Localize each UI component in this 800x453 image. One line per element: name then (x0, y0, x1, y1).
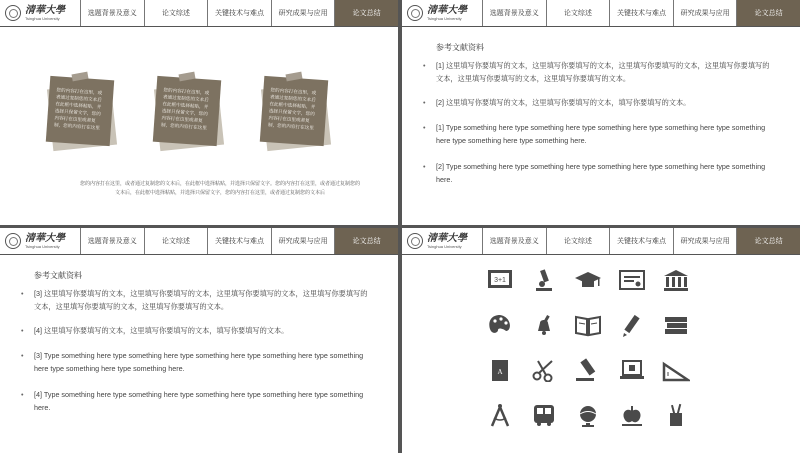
tab-key-tech[interactable]: 关键技术与难点 (609, 0, 673, 26)
book-stack-icon (662, 313, 690, 337)
ref-item: • [4] 这里填写你要填写的文本，这里填写你要填写的文本，填写你要填写的文本。 (34, 324, 374, 337)
ref-title: 参考文献资料 (436, 43, 484, 52)
tab-results[interactable]: 研究成果与应用 (673, 0, 737, 26)
tab-summary[interactable]: 论文总结 (736, 228, 800, 254)
nav-tabs (482, 0, 800, 26)
seal-icon (5, 5, 21, 21)
school-bus-icon (530, 403, 558, 427)
logo-cn: 清華大學 (25, 233, 65, 244)
logo (402, 0, 482, 26)
header (402, 228, 800, 255)
header (0, 228, 398, 255)
seal-icon (5, 233, 21, 249)
tab-review[interactable]: 论文综述 (546, 0, 610, 26)
set-square-icon (662, 358, 690, 382)
tab-background[interactable]: 选题背景及意义 (482, 0, 546, 26)
microscope-icon (530, 268, 558, 292)
seal-icon (407, 5, 423, 21)
slide-2 (402, 0, 800, 225)
tab-summary[interactable]: 论文总结 (334, 228, 398, 254)
ref-item: • [4] Type something here type something here type something here type something here type something here. (34, 388, 374, 414)
logo-cn: 清華大學 (25, 5, 65, 16)
tab-review[interactable]: 论文综述 (144, 0, 208, 26)
marker-icon (574, 358, 602, 382)
notebook-icon (486, 358, 514, 382)
globe-icon (574, 403, 602, 427)
nav-tabs (80, 0, 398, 26)
note-text: 您的内容打在这里，或者通过复制您的文本后在此框中选择粘贴，并选择只保留文字，您的内容打在这里或者复制，您的内容打在这里 (260, 76, 328, 146)
logo (0, 228, 80, 254)
note-text: 您的内容打在这里，或者通过复制您的文本后在此框中选择粘贴，并选择只保留文字，您的内容打在这里或者复制，您的内容打在这里 (153, 76, 221, 146)
seal-icon (407, 233, 423, 249)
sticky-note (48, 78, 114, 144)
note-text: 您的内容打在这里，或者通过复制您的文本后在此框中选择粘贴，并选择只保留文字，您的内容打在这里或者复制，您的内容打在这里 (46, 76, 114, 146)
certificate-icon (618, 268, 646, 292)
tab-key-tech[interactable]: 关键技术与难点 (207, 228, 271, 254)
logo-en: Tsinghua University (427, 16, 462, 21)
ref-item: • [1] Type something here type something here type something here type something here type something here type something here type something here. (436, 121, 776, 147)
svg-text:A: A (497, 368, 503, 376)
ref-item: • [1] 这里填写你要填写的文本，这里填写你要填写的文本，这里填写你要填写的文本，这里填写你要填写的文本，这里填写你要填写的文本，这里填写你要填写的文本。 (436, 59, 776, 85)
scissors-icon (530, 358, 558, 382)
header (402, 0, 800, 27)
tab-results[interactable]: 研究成果与应用 (271, 0, 335, 26)
tab-background[interactable]: 选题背景及意义 (482, 228, 546, 254)
tab-key-tech[interactable]: 关键技术与难点 (609, 228, 673, 254)
slide-3 (0, 228, 398, 453)
ref-item: • [3] 这里填写你要填写的文本，这里填写你要填写的文本，这里填写你要填写的文本，这里填写你要填写的文本，这里填写你要填写的文本，这里填写你要填写的文本。 (34, 287, 374, 313)
open-book-icon (574, 313, 602, 337)
pencil-cup-icon (662, 403, 690, 427)
tab-results[interactable]: 研究成果与应用 (673, 228, 737, 254)
tab-background[interactable]: 选题背景及意义 (80, 0, 144, 26)
sticky-note (155, 78, 221, 144)
graduation-cap-icon (574, 268, 602, 292)
apple-icon (618, 403, 646, 427)
palette-icon (486, 313, 514, 337)
compass-icon (486, 403, 514, 427)
tab-summary[interactable]: 论文总结 (334, 0, 398, 26)
tab-background[interactable]: 选题背景及意义 (80, 228, 144, 254)
nav-tabs (482, 228, 800, 254)
logo-cn: 清華大學 (427, 5, 467, 16)
ref-title: 参考文献资料 (34, 271, 82, 280)
slide-4 (402, 228, 800, 453)
logo (402, 228, 482, 254)
svg-text:3+1: 3+1 (494, 277, 506, 284)
caption: 您的内容打在这里，或者通过复制您的文本后，在此框中选择粘贴，并选择只保留文字。您的内容打在这里，或者通过复制您的文本后，在此框中选择粘贴，并选择只保留文字，您的内容打在这里，或者通过复制您的文本后 (80, 181, 361, 196)
logo (0, 0, 80, 26)
logo-en: Tsinghua University (25, 16, 60, 21)
laptop-icon (618, 358, 646, 382)
ref-item: • [2] 这里填写你要填写的文本，这里填写你要填写的文本，填写你要填写的文本。 (436, 96, 776, 109)
nav-tabs (80, 228, 398, 254)
tab-results[interactable]: 研究成果与应用 (271, 228, 335, 254)
slide-1 (0, 0, 398, 225)
tab-summary[interactable]: 论文总结 (736, 0, 800, 26)
sticky-note (262, 78, 328, 144)
logo-cn: 清華大學 (427, 233, 467, 244)
chalkboard-icon (486, 268, 514, 292)
logo-en: Tsinghua University (25, 244, 60, 249)
pencil-icon (618, 313, 646, 337)
header (0, 0, 398, 27)
ref-item: • [3] Type something here type something here type something here type something here type something here type something here type something here. (34, 349, 374, 375)
ref-item: • [2] Type something here type something here type something here type something here type something here. (436, 160, 776, 186)
tab-key-tech[interactable]: 关键技术与难点 (207, 0, 271, 26)
logo-en: Tsinghua University (427, 244, 462, 249)
bell-icon (530, 313, 558, 337)
museum-icon (662, 268, 690, 292)
tab-review[interactable]: 论文综述 (546, 228, 610, 254)
tab-review[interactable]: 论文综述 (144, 228, 208, 254)
